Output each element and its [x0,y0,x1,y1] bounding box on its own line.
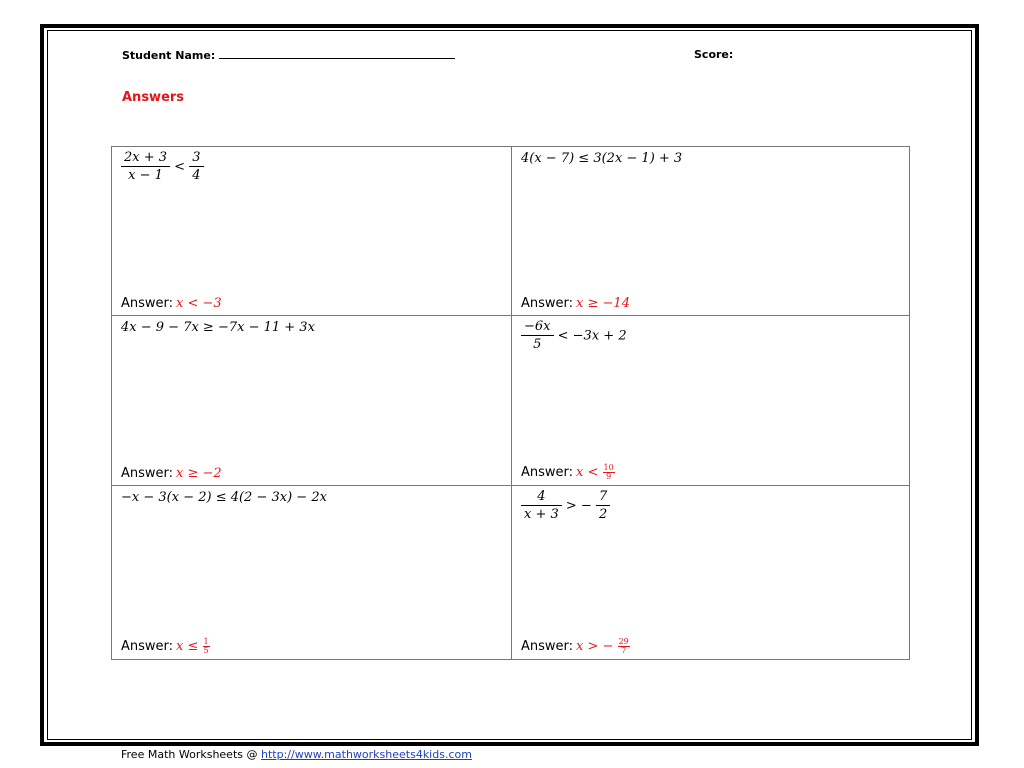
footer [121,748,472,761]
problem-cell-5 [112,486,512,659]
problem-expression-6 [521,489,610,523]
answer-label: Answer: [521,639,574,654]
problem-cell-4 [512,316,909,486]
answer-label: Answer: [521,296,574,311]
answer-fraction [603,464,615,481]
answer-value-text: x ≤ [176,639,199,654]
fraction-numerator: −6x [521,319,554,336]
problem-cell-3 [112,316,512,486]
answer-fraction [618,638,630,655]
fraction-denominator: x + 3 [524,507,559,522]
fraction-numerator: 3 [189,150,203,167]
answer-value [576,465,615,480]
answer-3 [121,466,222,481]
answer-label: Answer: [521,465,574,480]
fraction-numerator: 7 [596,489,610,506]
problem-expression-1 [121,150,204,184]
fraction-denominator: 9 [606,472,612,481]
relation-symbol: > − [565,498,592,514]
fraction-denominator: 7 [621,646,627,655]
fraction-numerator: 1 [203,637,209,646]
problem-expression-2: 4(x − 7) ≤ 3(2x − 1) + 3 [521,151,683,166]
fraction-denominator: x − 1 [128,168,163,183]
fraction-numerator: 10 [603,463,614,472]
fraction-denominator: 4 [192,168,201,183]
fraction-denominator: 5 [203,646,209,655]
answer-value [576,639,630,654]
problem-4-lhs-fraction [521,319,554,353]
relation-symbol: < [174,159,186,175]
score-label: Score: [694,48,734,61]
problem-6-lhs-fraction [521,489,562,523]
problem-cell-6 [512,486,909,659]
answer-1 [121,296,222,311]
student-name-field [122,48,455,62]
problem-expression-4 [521,319,627,353]
answer-value: x < −3 [176,296,222,311]
answer-value-text: x < [576,465,599,480]
problem-1-rhs-fraction [189,150,203,184]
problem-6-rhs-fraction [596,489,610,523]
answer-label: Answer: [121,639,174,654]
fraction-numerator: 4 [521,489,562,506]
answer-4 [521,464,615,481]
footer-link[interactable]: http://www.mathworksheets4kids.com [261,748,472,761]
answer-6 [521,638,630,655]
footer-text: Free Math Worksheets @ [121,748,258,761]
answer-2 [521,296,630,311]
answer-label: Answer: [121,466,174,481]
answer-5 [121,638,210,655]
problem-1-lhs-fraction [121,150,170,184]
answer-value [176,639,210,654]
student-name-label: Student Name: [122,49,216,62]
relation-expression: < −3x + 2 [557,328,627,344]
problem-grid [111,146,910,660]
answer-value: x ≥ −14 [576,296,630,311]
fraction-denominator: 5 [533,337,542,352]
problem-cell-2 [512,147,909,316]
problem-expression-5: −x − 3(x − 2) ≤ 4(2 − 3x) − 2x [121,490,327,505]
page-title: Answers [122,90,185,105]
answer-value: x ≥ −2 [176,466,222,481]
student-name-line [219,48,455,59]
fraction-numerator: 2x + 3 [121,150,170,167]
problem-cell-1 [112,147,512,316]
answer-value-text: x > − [576,639,614,654]
fraction-denominator: 2 [598,507,608,522]
answer-fraction [203,638,210,655]
fraction-numerator: 29 [618,637,629,646]
answer-label: Answer: [121,296,174,311]
problem-expression-3: 4x − 9 − 7x ≥ −7x − 11 + 3x [121,320,315,335]
